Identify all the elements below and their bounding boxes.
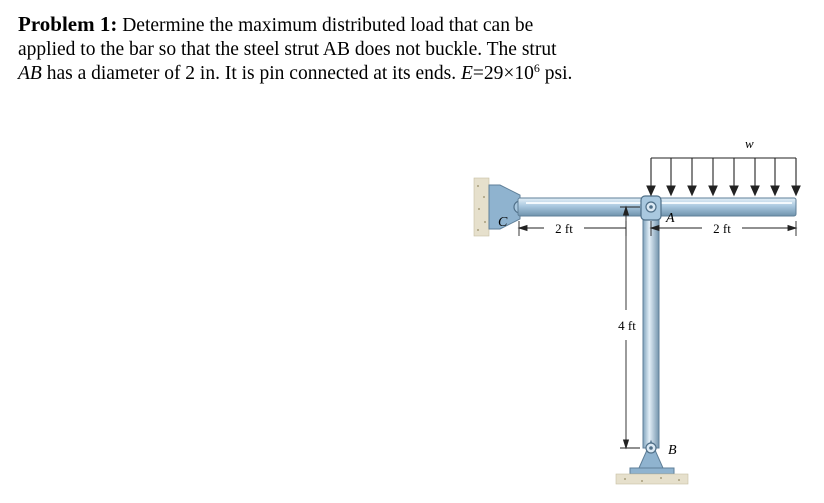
modulus-value: =29×10 <box>472 63 534 84</box>
dimension-vertical: 4 ft <box>618 318 636 333</box>
pin-support-b <box>616 441 688 484</box>
problem-text-2: has a diameter of 2 in. It is pin connected at its ends. <box>41 63 461 84</box>
wall-support <box>474 178 489 236</box>
modulus-exponent: 6 <box>533 61 540 75</box>
modulus-symbol: E <box>460 63 473 84</box>
dimension-right: 2 ft <box>713 221 731 236</box>
point-c-label: C <box>498 215 508 230</box>
strut-name: AB <box>18 63 42 84</box>
problem-label: Problem 1: <box>18 12 118 36</box>
dimension-left: 2 ft <box>555 221 573 236</box>
load-label: w <box>745 136 754 151</box>
modulus-unit: psi. <box>539 63 573 84</box>
strut-ab <box>643 214 659 448</box>
pin-joint-a <box>641 196 661 220</box>
point-b-label: B <box>668 443 677 458</box>
distributed-load <box>647 158 800 195</box>
point-a-label: A <box>666 211 675 226</box>
problem-text-1: Determine the maximum distributed load that can be applied to the bar so that the steel strut AB does not buckle. The strut <box>18 15 557 60</box>
